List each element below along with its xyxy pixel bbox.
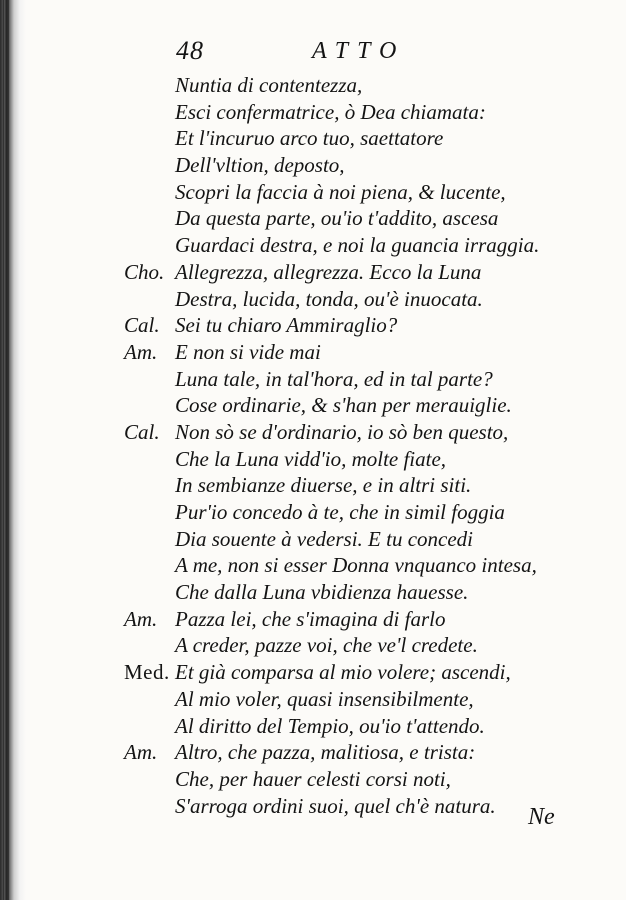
verse-line (0, 526, 626, 553)
verse-text: Cose ordinarie, & s'han per merauiglie. (175, 393, 512, 418)
verse-line (0, 606, 626, 633)
speaker-label: Am. (124, 339, 158, 364)
verse-text: In sembianze diuerse, e in altri siti. (175, 473, 472, 498)
verse-text: Al diritto del Tempio, ou'io t'attendo. (175, 713, 485, 738)
verse-text: Che la Luna vidd'io, molte fiate, (175, 446, 447, 471)
verse-line (0, 152, 626, 179)
verse-line (0, 472, 626, 499)
verse-line (0, 392, 626, 419)
speaker-label: Med. (124, 660, 170, 685)
verse-line (0, 366, 626, 393)
verse-text: Pur'io concedo à te, che in simil foggia (175, 500, 505, 524)
verse-line (0, 179, 626, 206)
verse-text: Luna tale, in tal'hora, ed in tal parte? (175, 366, 493, 391)
verse-text: A creder, pazze voi, che ve'l credete. (175, 633, 478, 658)
verse-text: Guardaci destra, e noi la guancia irraggia. (175, 233, 540, 258)
speaker-label: Cal. (124, 419, 160, 444)
verse-text: Altro, che pazza, malitiosa, e trista: (175, 740, 476, 765)
verse-text: E non si vide mai (175, 339, 321, 364)
verse-line (0, 259, 626, 286)
verse-text: Che, per hauer celesti corsi noti, (175, 766, 451, 791)
verse-text: Da questa parte, ou'io t'addito, ascesa (175, 206, 499, 231)
verse-line (0, 552, 626, 579)
verse-line (0, 286, 626, 313)
verse-line (0, 632, 626, 659)
verse-line (0, 339, 626, 366)
verse-line (0, 659, 626, 686)
verse-text: Dell'vltion, deposto, (175, 153, 345, 178)
running-head: ATTO (312, 38, 406, 64)
verse-text: Che dalla Luna vbidienza hauesse. (175, 580, 469, 605)
page-header (0, 36, 626, 68)
verse-text: Al mio voler, quasi insensibilmente, (175, 686, 474, 711)
verse-line (0, 312, 626, 339)
verse-line (0, 419, 626, 446)
speaker-label: Cal. (124, 313, 160, 338)
verse-text: Esci confermatrice, ò Dea chiamata: (175, 99, 486, 124)
verse-text: Scopri la faccia à noi piena, & lucente, (175, 179, 506, 204)
verse-line (0, 579, 626, 606)
verse-line (0, 232, 626, 259)
verse-text: Dia souente à vedersi. E tu concedi (175, 526, 473, 551)
verse-text: Pazza lei, che s'imagina di farlo (175, 606, 446, 631)
verse-block (0, 72, 626, 819)
verse-line (0, 739, 626, 766)
verse-text: Non sò se d'ordinario, io sò ben questo, (175, 419, 509, 444)
speaker-label: Cho. (124, 259, 165, 284)
speaker-label: Am. (124, 740, 158, 765)
verse-line (0, 766, 626, 793)
verse-line (0, 446, 626, 473)
verse-text: Allegrezza, allegrezza. Ecco la Luna (175, 259, 482, 284)
verse-line (0, 72, 626, 99)
verse-text: Et l'incuruo arco tuo, saettatore (175, 126, 444, 151)
speaker-label: Am. (124, 606, 158, 631)
verse-line (0, 125, 626, 152)
verse-text: S'arroga ordini suoi, quel ch'è natura. (175, 793, 496, 818)
verse-line (0, 713, 626, 740)
verse-text: Et già comparsa al mio volere; ascendi, (175, 660, 511, 685)
verse-line (0, 205, 626, 232)
verse-text: Destra, lucida, tonda, ou'è inuocata. (175, 286, 483, 311)
verse-text: Sei tu chiaro Ammiraglio? (175, 313, 398, 338)
verse-line (0, 499, 626, 526)
verse-text: A me, non si esser Donna vnquanco intesa, (175, 553, 537, 578)
verse-line (0, 99, 626, 126)
verse-line (0, 686, 626, 713)
verse-text: Nuntia di contentezza, (175, 73, 363, 97)
page-number: 48 (176, 36, 204, 65)
catchword: Ne (528, 804, 555, 830)
